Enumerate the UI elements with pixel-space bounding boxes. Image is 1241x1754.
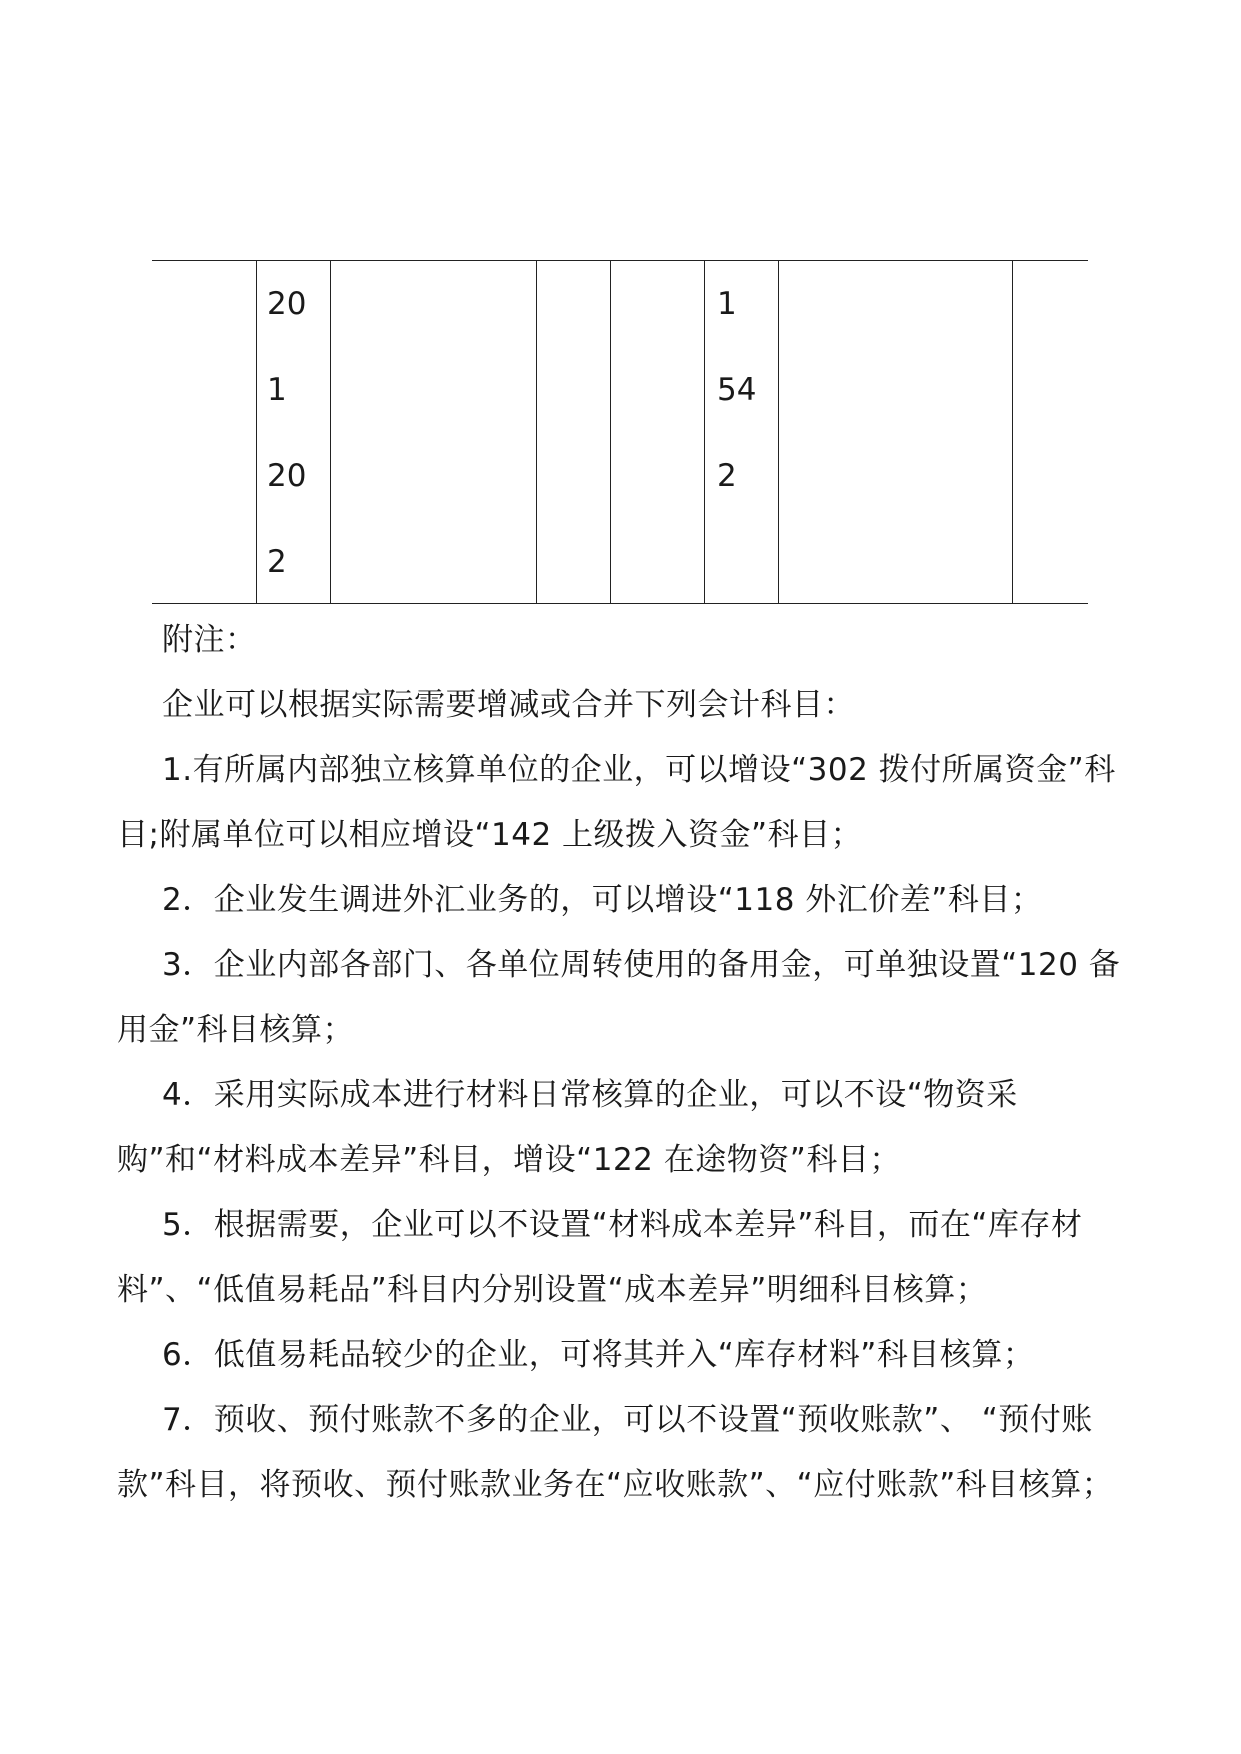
table-column-divider — [778, 261, 779, 603]
notes-item: 6．低值易耗品较少的企业，可将其并入“库存材料”科目核算； — [162, 1337, 1035, 1373]
table-column-divider — [330, 261, 331, 603]
notes-item: 4．采用实际成本进行材料日常核算的企业，可以不设“物资采购”和“材料成本差异”科目，增设“122 在途物资”科目； — [117, 1077, 1018, 1178]
table-column-divider — [1012, 261, 1013, 603]
notes-heading: 附注： — [162, 622, 257, 658]
table-cell: 2 — [267, 544, 287, 580]
notes-item: 7．预收、预付账款不多的企业，可以不设置“预收账款”、 “预付账款”科目，将预收、预付账款业务在“应收账款”、“应付账款”科目核算； — [117, 1402, 1114, 1503]
table-cell: 2 — [717, 458, 737, 494]
table-column-divider — [536, 261, 537, 603]
table-cell: 1 — [717, 286, 737, 322]
table-column-divider — [704, 261, 705, 603]
table-column-divider — [256, 261, 257, 603]
notes-item: 2．企业发生调进外汇业务的，可以增设“118 外汇价差”科目； — [162, 882, 1043, 918]
table-cell: 20 — [267, 458, 307, 494]
table-cell: 20 — [267, 286, 307, 322]
notes-item: 1.有所属内部独立核算单位的企业，可以增设“302 拨付所属资金”科目;附属单位可以相应增设“142 上级拨入资金”科目； — [117, 752, 1116, 853]
table-column-divider — [610, 261, 611, 603]
accounts-table-fragment — [152, 260, 1088, 604]
notes-section — [117, 608, 1137, 1518]
notes-item: 3．企业内部各部门、各单位周转使用的备用金，可单独设置“120 备用金”科目核算； — [117, 947, 1121, 1048]
notes-item: 5．根据需要，企业可以不设置“材料成本差异”科目，而在“库存材料”、“低值易耗品”科目内分别设置“成本差异”明细科目核算； — [117, 1207, 1083, 1308]
table-cell: 1 — [267, 372, 287, 408]
table-cell: 54 — [717, 372, 757, 408]
notes-intro: 企业可以根据实际需要增减或合并下列会计科目： — [162, 687, 855, 723]
